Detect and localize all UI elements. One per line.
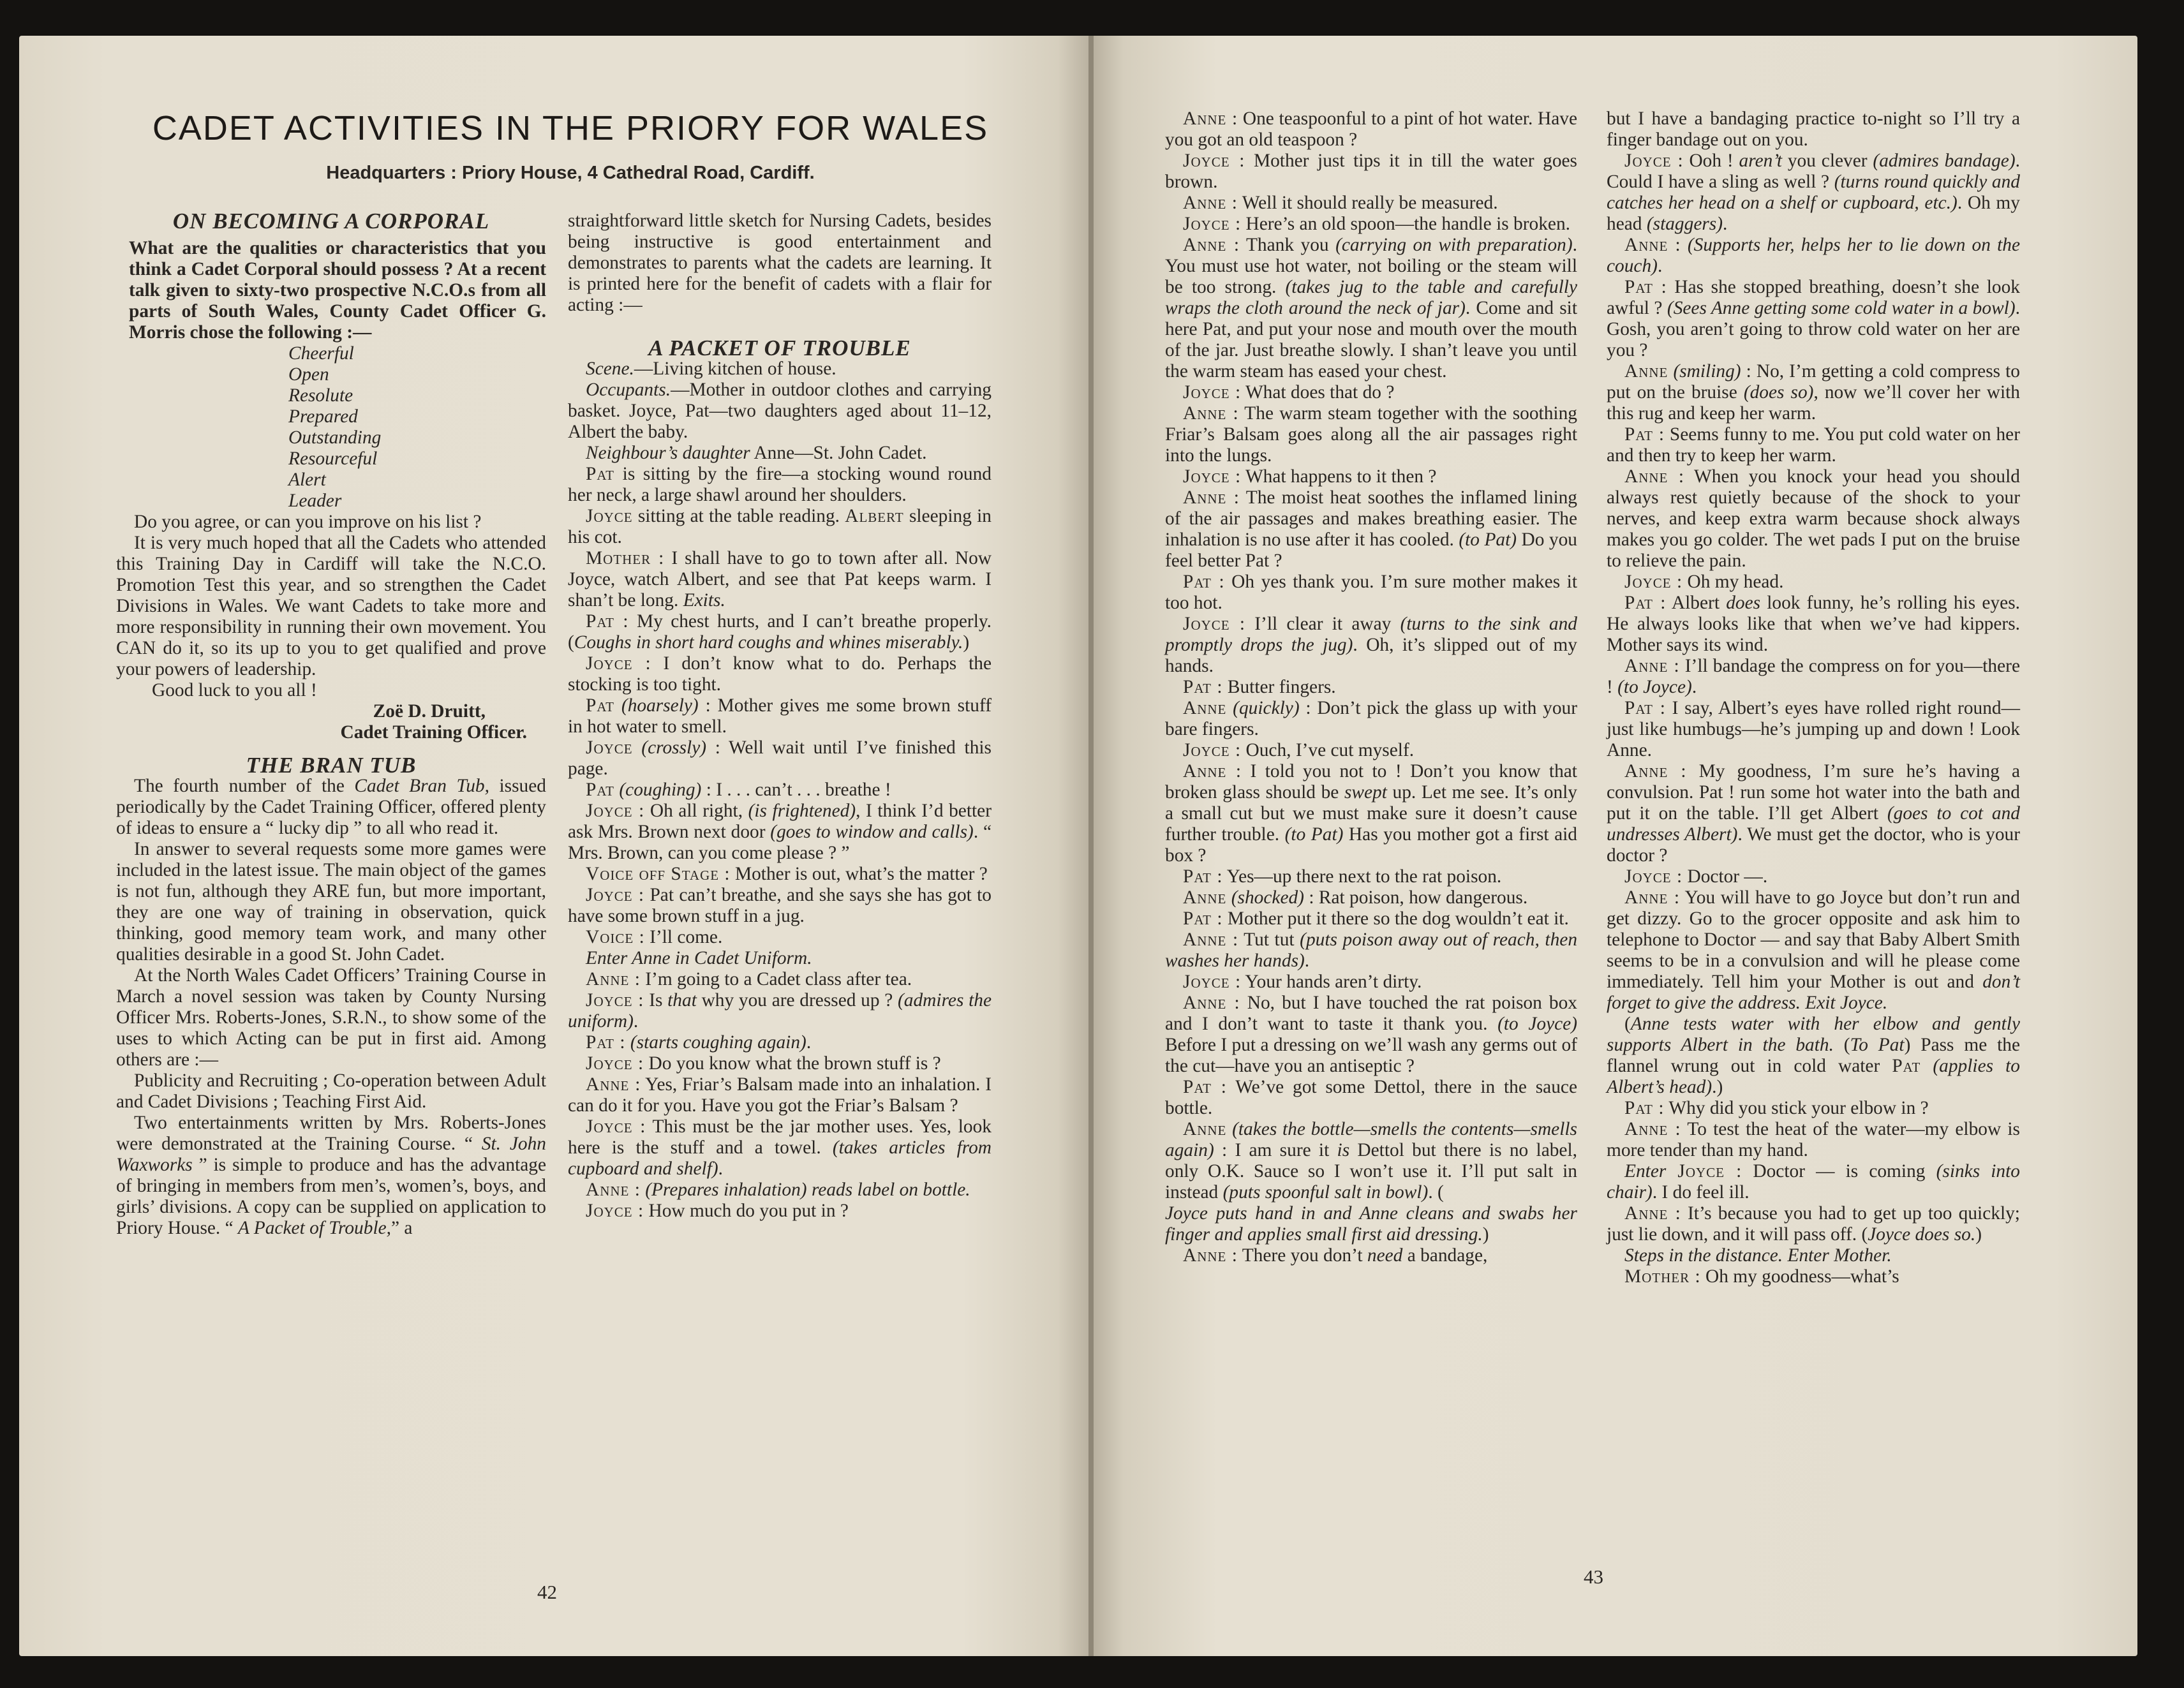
script-line: but I have a bandaging practice to-night so I’ll try a finger bandage out on you.	[1607, 108, 2020, 150]
script-line: Anne : Tut tut (puts poison away out of reach, then washes her hands).	[1165, 929, 1578, 971]
paragraph: At the North Wales Cadet Officers’ Training Course in March a novel session was taken by County Nursing Officer Mrs. Roberts-Jones, S.R.N., to show some of the uses to which Acting can be put in first aid. Among others are :—	[116, 965, 546, 1070]
script-line: Voice off Stage : Mother is out, what’s the matter ?	[586, 864, 988, 884]
script-line: Pat (coughing) : I . . . can’t . . . breathe !	[586, 780, 891, 800]
quality-item: Open	[288, 364, 329, 385]
stage-direction: Scene.—Living kitchen of house.	[586, 359, 836, 379]
script-line: Anne : Well it should really be measured.	[1183, 193, 1498, 213]
script-line: Pat : Seems funny to me. You put cold water on her and then try to keep her warm.	[1607, 424, 2020, 466]
script-line: Pat (hoarsely) : Mother gives me some brown stuff in hot water to smell.	[568, 695, 992, 737]
script-line: Joyce : Ooh ! aren’t you clever (admires bandage). Could I have a sling as well ? (turns round quickly and catches her head on a shelf or cupboard, etc.). Oh my head (staggers).	[1607, 151, 2021, 234]
script-line: Joyce : What does that do ?	[1183, 382, 1395, 403]
script-line: Anne : You will have to go Joyce but don’t run and get dizzy. Go to the grocer opposite and ask him to telephone to Doctor — and say that Baby Albert Smith seems to be in a convulsion and will he please come immediately. Tell him your Mother is out and don’t forget to give the address. Exit Joyce.	[1607, 887, 2020, 1013]
script-line: Anne : The warm steam together with the soothing Friar’s Balsam goes along all the air passages right into the lungs.	[1165, 403, 1577, 466]
paragraph: Good luck to you all !	[152, 680, 317, 700]
quality-item: Resolute	[288, 385, 353, 406]
quality-item: Prepared	[288, 406, 358, 427]
script-line: Pat : We’ve got some Dettol, there in the sauce bottle.	[1165, 1077, 1577, 1118]
paragraph: Publicity and Recruiting ; Co-operation between Adult and Cadet Divisions ; Teaching First Aid.	[116, 1070, 546, 1112]
script-line: Pat : I say, Albert’s eyes have rolled right round—just like humbugs—he’s jumping up and down ! Look Anne.	[1607, 698, 2020, 760]
script-line: Anne : Yes, Friar’s Balsam made into an inhalation. I can do it for you. Have you got the Friar’s Balsam ?	[568, 1074, 992, 1116]
script-line: Anne : To test the heat of the water—my elbow is more tender than my hand.	[1607, 1119, 2020, 1160]
stage-direction: Neighbour’s daughter Anne—St. John Cadet.	[586, 443, 927, 463]
script-line: Joyce : Pat can’t breathe, and she says she has got to have some brown stuff in a jug.	[568, 885, 992, 926]
script-line: Anne : (Prepares inhalation) reads label on bottle.	[586, 1180, 970, 1200]
script-line: Anne (quickly) : Don’t pick the glass up with your bare fingers.	[1165, 698, 1577, 739]
play-title: A PACKET OF TROUBLE	[648, 336, 911, 360]
headquarters-line: Headquarters : Priory House, 4 Cathedral Road, Cardiff.	[326, 163, 815, 183]
script-line: Pat : Butter fingers.	[1183, 677, 1336, 697]
script-line: Joyce : Doctor —.	[1624, 866, 1768, 887]
script-line: Joyce : I don’t know what to do. Perhaps the stocking is too tight.	[568, 653, 992, 695]
script-line: Voice : I’ll come.	[586, 927, 723, 947]
paragraph: Two entertainments written by Mrs. Roberts-Jones were demonstrated at the Training Course. “ St. John Waxworks ” is simple to produce and has the advantage of bringing in members from men’s, women’s, boys, and girls’ divisions. A copy can be supplied on application to Priory House. “ A Packet of Trouble,” a	[116, 1113, 547, 1238]
script-line: Joyce : What happens to it then ?	[1183, 466, 1437, 487]
column-3	[1165, 108, 1577, 1266]
script-line: Joyce : Mother just tips it in till the water goes brown.	[1165, 151, 1577, 192]
script-line: Pat : Why did you stick your elbow in ?	[1624, 1098, 1929, 1118]
qualities-list	[288, 343, 546, 512]
script-line: Pat : Mother put it there so the dog wouldn’t eat it.	[1183, 908, 1569, 929]
script-line: Anne : I’ll bandage the compress on for you—there ! (to Joyce).	[1607, 656, 2020, 697]
script-line: Mother : Oh my goodness—what’s	[1624, 1266, 1899, 1287]
quality-item: Resourceful	[288, 448, 378, 469]
stage-direction: Occupants.—Mother in outdoor clothes and carrying basket. Joyce, Pat—two daughters aged about 11–12, Albert the baby.	[568, 380, 992, 442]
script-line: Anne : The moist heat soothes the inflamed lining of the air passages and makes breathing easier. The inhalation is no use after it has cooled. (to Pat) Do you feel better Pat ?	[1165, 487, 1577, 571]
script-line: Anne : There you don’t need a bandage,	[1183, 1245, 1488, 1266]
script-line: Joyce : Oh all right, (is frightened), I think I’d better ask Mrs. Brown next door (goes to window and calls). “ Mrs. Brown, can you come please ? ”	[568, 801, 992, 863]
script-line: Joyce : Is that why you are dressed up ? (admires the uniform).	[568, 990, 992, 1032]
script-line: Anne : No, but I have touched the rat poison box and I don’t want to taste it thank you. (to Joyce) Before I put a dressing on we’ll wash any germs out of the cut—have you an antiseptic ?	[1165, 993, 1577, 1076]
stage-direction: Enter Anne in Cadet Uniform.	[586, 948, 812, 968]
script-line: Joyce : Oh my head.	[1624, 572, 1784, 592]
script-line: Anne : Thank you (carrying on with preparation). You must use hot water, not boiling or the steam will be too strong. (takes jug to the table and carefully wraps the cloth around the neck of jar). Come and sit here Pat, and put your nose and mouth over the mouth of the jar. Just breathe slowly. I shan’t leave you until the warm steam has eased your chest.	[1165, 235, 1577, 381]
script-line: Anne : My goodness, I’m sure he’s having a convulsion. Pat ! run some hot water into the bath and put it on the table. I’ll get Albert (goes to cot and undresses Albert). We must get the doctor, who is your doctor ?	[1607, 761, 2020, 866]
script-line: Mother : I shall have to go to town after all. Now Joyce, watch Albert, and see that Pat keeps warm. I shan’t be long. Exits.	[568, 548, 992, 611]
column-1	[116, 211, 546, 1239]
quality-item: Cheerful	[288, 343, 354, 364]
quality-item: Outstanding	[288, 427, 382, 448]
script-line: Joyce : Do you know what the brown stuff is ?	[586, 1053, 941, 1074]
page-number-right: 43	[1584, 1566, 1603, 1588]
page-title: CADET ACTIVITIES IN THE PRIORY FOR WALES	[152, 109, 989, 147]
section-heading-corporal: ON BECOMING A CORPORAL	[172, 209, 490, 233]
script-line: Pat : (starts coughing again).	[586, 1032, 812, 1053]
script-line: Pat : My chest hurts, and I can’t breathe properly. (Coughs in short hard coughs and whines miserably.)	[568, 611, 992, 653]
script-line: Pat : Oh yes thank you. I’m sure mother makes it too hot.	[1165, 572, 1577, 613]
book-spine	[1088, 36, 1094, 1656]
quality-item: Alert	[288, 470, 326, 490]
column-2	[568, 211, 992, 1222]
script-line: Joyce : Your hands aren’t dirty.	[1183, 972, 1422, 992]
script-line: Joyce : This must be the jar mother uses. Yes, look here is the stuff and a towel. (takes articles from cupboard and shelf).	[568, 1116, 992, 1179]
section-heading-bran-tub: THE BRAN TUB	[246, 753, 417, 778]
script-line: Joyce : Here’s an old spoon—the handle is broken.	[1183, 214, 1570, 234]
paragraph: straightforward little sketch for Nursing Cadets, besides being instructive is good entertainment and demonstrates to parents what the cadets are learning. It is printed here for the benefit of cadets with a flair for acting :—	[568, 211, 992, 315]
script-line: Joyce sitting at the table reading. Albert sleeping in his cot.	[568, 506, 992, 547]
script-line: Anne : When you knock your head you should always rest quietly because of the shock to your nerves, and keep extra warm because shock always makes you go colder. The wet pads I put on the bruise to relieve the pain.	[1607, 466, 2020, 571]
script-line: Pat : Has she stopped breathing, doesn’t she look awful ? (Sees Anne getting some cold water in a bowl). Gosh, you aren’t going to throw cold water on her are you ?	[1607, 277, 2020, 360]
paragraph: In answer to several requests some more games were included in the latest issue. The main object of the games is not fun, although they ARE fun, but more important, they are one way of training in observation, quick thinking, good memory team work, and many other qualities desirable in a good St. John Cadet.	[116, 839, 546, 965]
script-line: (Anne tests water with her elbow and gently supports Albert in the bath. (To Pat) Pass me the flannel wrung out in cold water Pat (applies to Albert’s head).)	[1607, 1014, 2020, 1097]
script-line: Enter Joyce : Doctor — is coming (sinks into chair). I do feel ill.	[1607, 1161, 2020, 1203]
script-line: Anne : I told you not to ! Don’t you know that broken glass should be swept up. Let me see. It’s only a small cut but we must make sure it doesn’t cause further trouble. (to Pat) Has you mother got a first aid box ?	[1165, 761, 1577, 866]
paragraph: The fourth number of the Cadet Bran Tub, issued periodically by the Cadet Training Officer, offered plenty of ideas to ensure a “ lucky dip ” to all who read it.	[116, 776, 546, 838]
script-line: Joyce : Ouch, I’ve cut myself.	[1183, 740, 1415, 760]
script-line: Pat is sitting by the fire—a stocking wound round her neck, a large shawl around her shoulders.	[568, 464, 992, 505]
column-4	[1607, 108, 2020, 1287]
script-line: Anne : (Supports her, helps her to lie down on the couch).	[1607, 235, 2020, 276]
script-line: Joyce : I’ll clear it away (turns to the sink and promptly drops the jug). Oh, it’s slipped out of my hands.	[1165, 614, 1577, 676]
script-line: Steps in the distance. Enter Mother.	[1624, 1245, 1892, 1266]
script-line: Anne : It’s because you had to get up too quickly; just lie down, and it will pass off. (Joyce does so.)	[1607, 1203, 2020, 1245]
corporal-intro: What are the qualities or characteristics that you think a Cadet Corporal should possess ? At a recent talk given to sixty-two prospective N.C.O.s from all parts of South Wales, County Cadet Officer G. Morris chose the following :—	[129, 238, 546, 343]
quality-item: Leader	[288, 491, 342, 511]
script-line: Anne (shocked) : Rat poison, how dangerous.	[1183, 887, 1528, 908]
script-line: Anne : One teaspoonful to a pint of hot water. Have you got an old teaspoon ?	[1165, 108, 1577, 150]
script-line: Joyce puts hand in and Anne cleans and swabs her finger and applies small first aid dressing.)	[1165, 1203, 1577, 1245]
page-number-left: 42	[537, 1581, 557, 1603]
script-line: Anne (takes the bottle—smells the contents—smells again) : I am sure it is Dettol but there is no label, only O.K. Sauce so I won’t use it. I’ll put salt in instead (puts spoonful salt in bowl). (	[1165, 1119, 1577, 1203]
signature-title: Cadet Training Officer.	[340, 722, 527, 743]
signature-name: Zoë D. Druitt,	[373, 701, 486, 722]
paragraph: Do you agree, or can you improve on his list ?	[134, 512, 482, 532]
paragraph: It is very much hoped that all the Cadets who attended this Training Day in Cardiff will take the N.C.O. Promotion Test this year, and so strengthen the Cadet Divisions in Wales. We want Cadets to take more and more responsibility in running their own movement. You CAN do it, so its up to you to get qualified and prove your powers of leadership.	[116, 533, 546, 679]
script-line: Anne (smiling) : No, I’m getting a cold compress to put on the bruise (does so), now we’ll cover her with this rug and keep her warm.	[1607, 361, 2020, 424]
script-line: Joyce (crossly) : Well wait until I’ve finished this page.	[568, 737, 992, 779]
script-line: Joyce : How much do you put in ?	[586, 1201, 849, 1221]
script-line: Anne : I’m going to a Cadet class after tea.	[586, 969, 912, 989]
script-line: Pat : Albert does look funny, he’s rolling his eyes. He always looks like that when we’ve had kippers. Mother says its wind.	[1607, 593, 2020, 655]
script-line: Pat : Yes—up there next to the rat poison.	[1183, 866, 1502, 887]
